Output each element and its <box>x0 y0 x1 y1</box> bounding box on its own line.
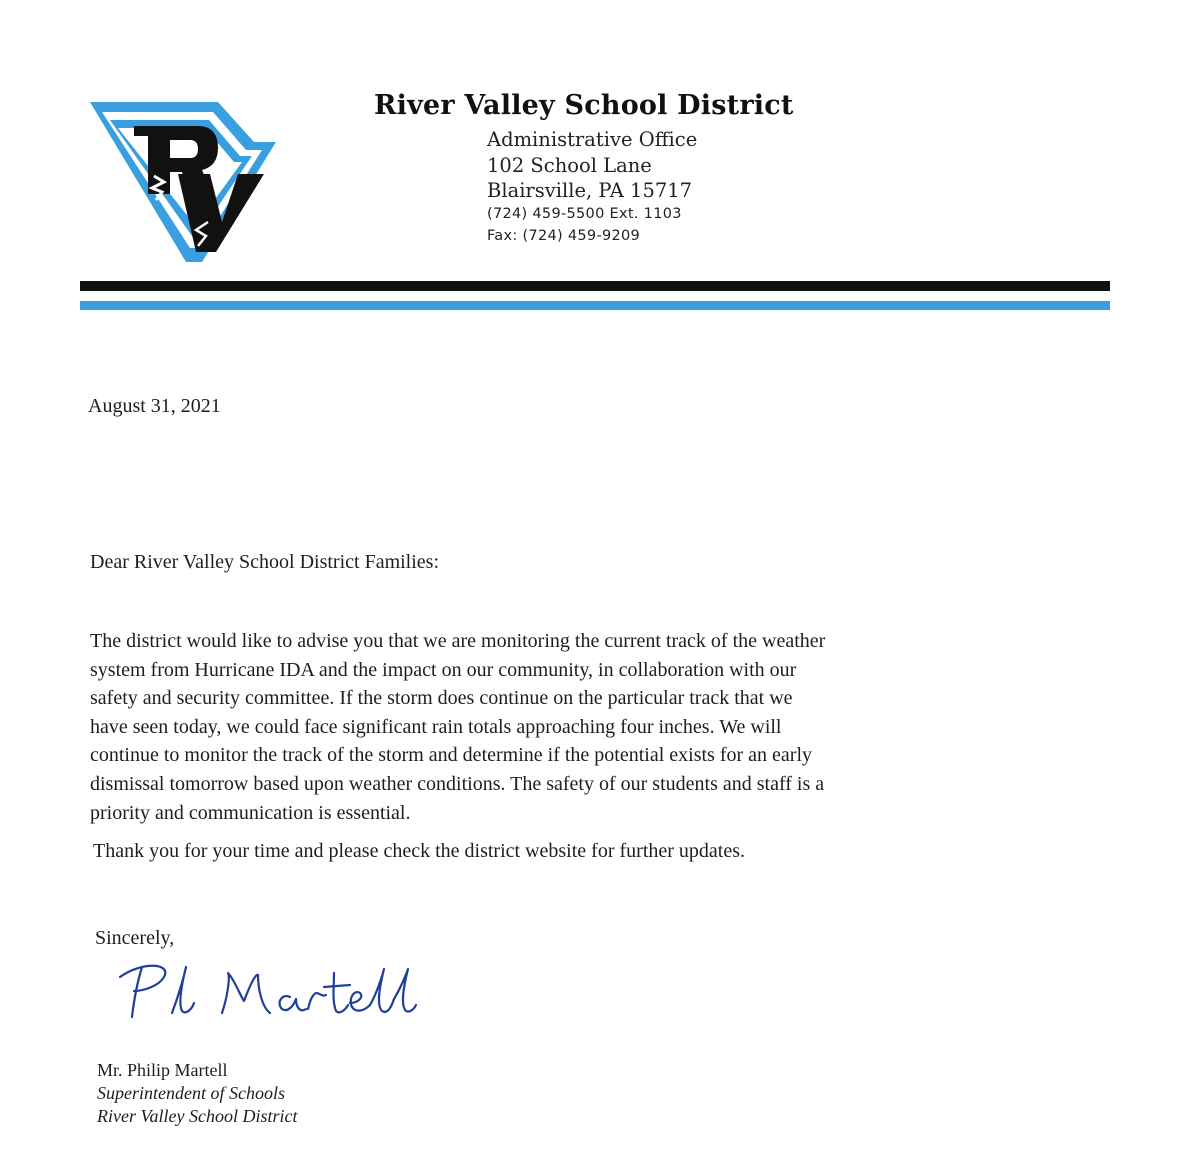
signature-lettering: Pl Martell <box>112 955 118 956</box>
office-name: Administrative Office <box>487 128 698 151</box>
body-line: have seen today, we could face significant rain totals approaching four inches. We will <box>90 715 782 738</box>
street-address: 102 School Lane <box>487 154 652 177</box>
logo-lettering: RV <box>86 96 88 97</box>
header-divider-blue <box>80 301 1110 310</box>
signature <box>112 955 422 1035</box>
phone-number: (724) 459-5500 Ext. 1103 <box>487 206 682 222</box>
header-divider-black <box>80 281 1110 291</box>
closing: Sincerely, <box>95 927 175 949</box>
city-state-zip: Blairsville, PA 15717 <box>487 179 693 202</box>
signer-title: Superintendent of Schools <box>97 1083 285 1103</box>
letter-date: August 31, 2021 <box>88 395 221 417</box>
signer-name: Mr. Philip Martell <box>97 1060 228 1080</box>
district-name: River Valley School District <box>374 90 794 121</box>
body-line: continue to monitor the track of the storm and determine if the potential exists for an early <box>90 744 813 767</box>
thanks-line: Thank you for your time and please check the district website for further updates. <box>93 840 746 862</box>
salutation: Dear River Valley School District Families: <box>90 551 440 573</box>
body-line: The district would like to advise you that we are monitoring the current track of the weather <box>90 630 826 652</box>
body-line: system from Hurricane IDA and the impact on our community, in collaboration with our <box>90 658 797 681</box>
body-paragraph <box>90 627 1100 827</box>
body-line: dismissal tomorrow based upon weather conditions. The safety of our students and staff is a <box>90 772 825 795</box>
body-line: safety and security committee. If the storm does continue on the particular track that we <box>90 687 793 710</box>
fax-number: Fax: (724) 459-9209 <box>487 228 641 244</box>
rv-logo-icon <box>86 96 280 264</box>
body-line: priority and communication is essential. <box>90 801 411 824</box>
signer-organization: River Valley School District <box>97 1106 298 1126</box>
